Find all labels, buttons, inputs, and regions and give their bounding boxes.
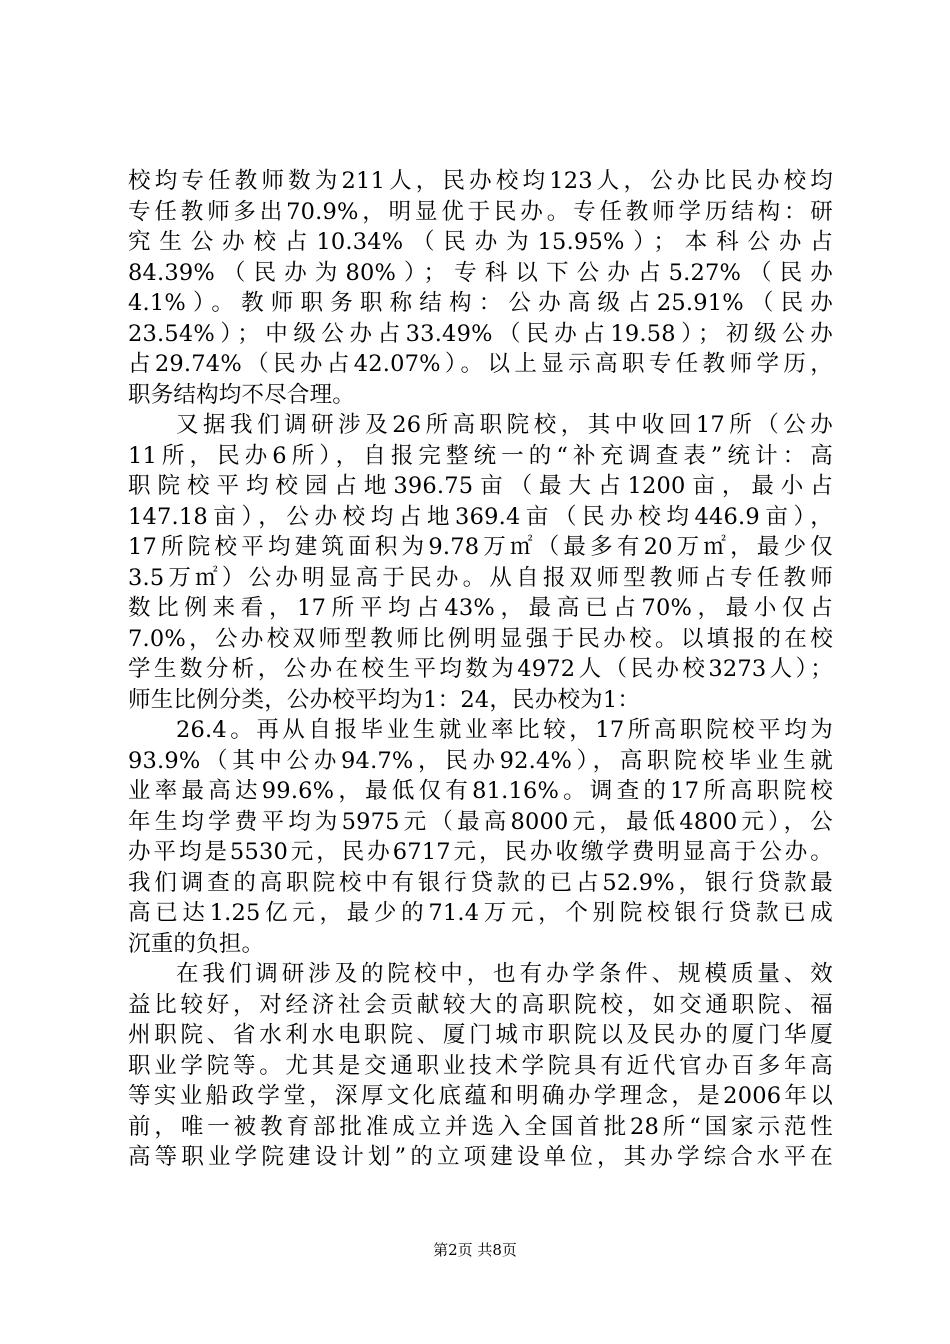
text-line: 等实业船政学堂，深厚文化底蕴和明确办学理念，是2006年以 [128,1083,833,1109]
text-line: 4.1%）。教师职务职称结构：公办高级占25.91%（民办 [128,290,833,316]
paragraph-1 [128,166,833,410]
paragraph-3 [128,715,833,959]
text-line: 147.18亩），公办校均占地369.4亩（民办校均446.9亩）， [128,503,833,530]
text-line: 26.4。再从自报毕业生就业率比较，17所高职院校平均为 [176,717,833,743]
text-line: 17所院校平均建筑面积为9.78万㎡（最多有20万㎡，最少仅 [128,534,833,560]
page-footer [0,1240,950,1260]
text-line: 办平均是5530元，民办6717元，民办收缴学费明显高于公办。 [128,839,833,865]
text-line: 23.54%）；中级公办占33.49%（民办占19.58）；初级公办 [128,320,833,347]
text-line: 职业学院等。尤其是交通职业技术学院具有近代官办百多年高 [128,1052,833,1079]
text-line: 数比例来看，17所平均占43%，最高已占70%，最小仅占 [128,595,833,621]
paragraph-2 [128,410,833,715]
text-line: 年生均学费平均为5975元（最高8000元，最低4800元），公 [128,808,833,835]
text-line: 我们调查的高职院校中有银行贷款的已占52.9%，银行贷款最 [128,869,833,896]
page-number-label: 第2页 共8页 [433,1241,517,1259]
text-line: 占29.74%（民办占42.07%）。以上显示高职专任教师学历， [128,351,833,377]
text-line: 前，唯一被教育部批准成立并选入全国首批28所“国家示范性 [128,1113,833,1140]
text-line: 益比较好，对经济社会贡献较大的高职院校，如交通职院、福 [128,991,833,1018]
text-line: 校均专任教师数为211人，民办校均123人，公办比民办校均 [128,168,833,194]
text-line: 又据我们调研涉及26所高职院校，其中收回17所（公办 [176,412,833,438]
text-line: 专任教师多出70.9%，明显优于民办。专任教师学历结构：研 [128,198,833,225]
text-line: 沉重的负担。 [128,930,265,957]
text-line: 州职院、省水利水电职院、厦门城市职院以及民办的厦门华厦 [128,1022,833,1048]
text-line: 7.0%，公办校双师型教师比例明显强于民办校。以填报的在校 [128,625,833,652]
text-line: 高已达1.25亿元，最少的71.4万元，个别院校银行贷款已成 [128,900,833,926]
text-line: 师生比例分类，公办校平均为1：24，民办校为1： [128,686,641,713]
document-body [128,166,833,1173]
paragraph-4 [128,959,833,1173]
text-line: 11所，民办6所），自报完整统一的“补充调查表”统计：高 [128,442,833,469]
text-line: 业率最高达99.6%，最低仅有81.16%。调查的17所高职院校 [128,778,833,804]
text-line: 高等职业学院建设计划”的立项建设单位，其办学综合水平在 [128,1144,833,1170]
text-line: 84.39%（民办为80%）；专科以下公办占5.27%（民办 [128,259,833,286]
text-line: 93.9%（其中公办94.7%，民办92.4%），高职院校毕业生就 [128,747,833,774]
text-line: 学生数分析，公办在校生平均数为4972人（民办校3273人）； [128,656,833,682]
text-line: 究生公办校占10.34%（民办为15.95%）；本科公办占 [128,229,833,255]
text-line: 职务结构均不尽合理。 [128,381,356,408]
text-line: 职院校平均校园占地396.75亩（最大占1200亩，最小占 [128,473,833,499]
text-line: 3.5万㎡）公办明显高于民办。从自报双师型教师占专任教师 [128,564,833,591]
text-line: 在我们调研涉及的院校中，也有办学条件、规模质量、效 [176,961,833,987]
